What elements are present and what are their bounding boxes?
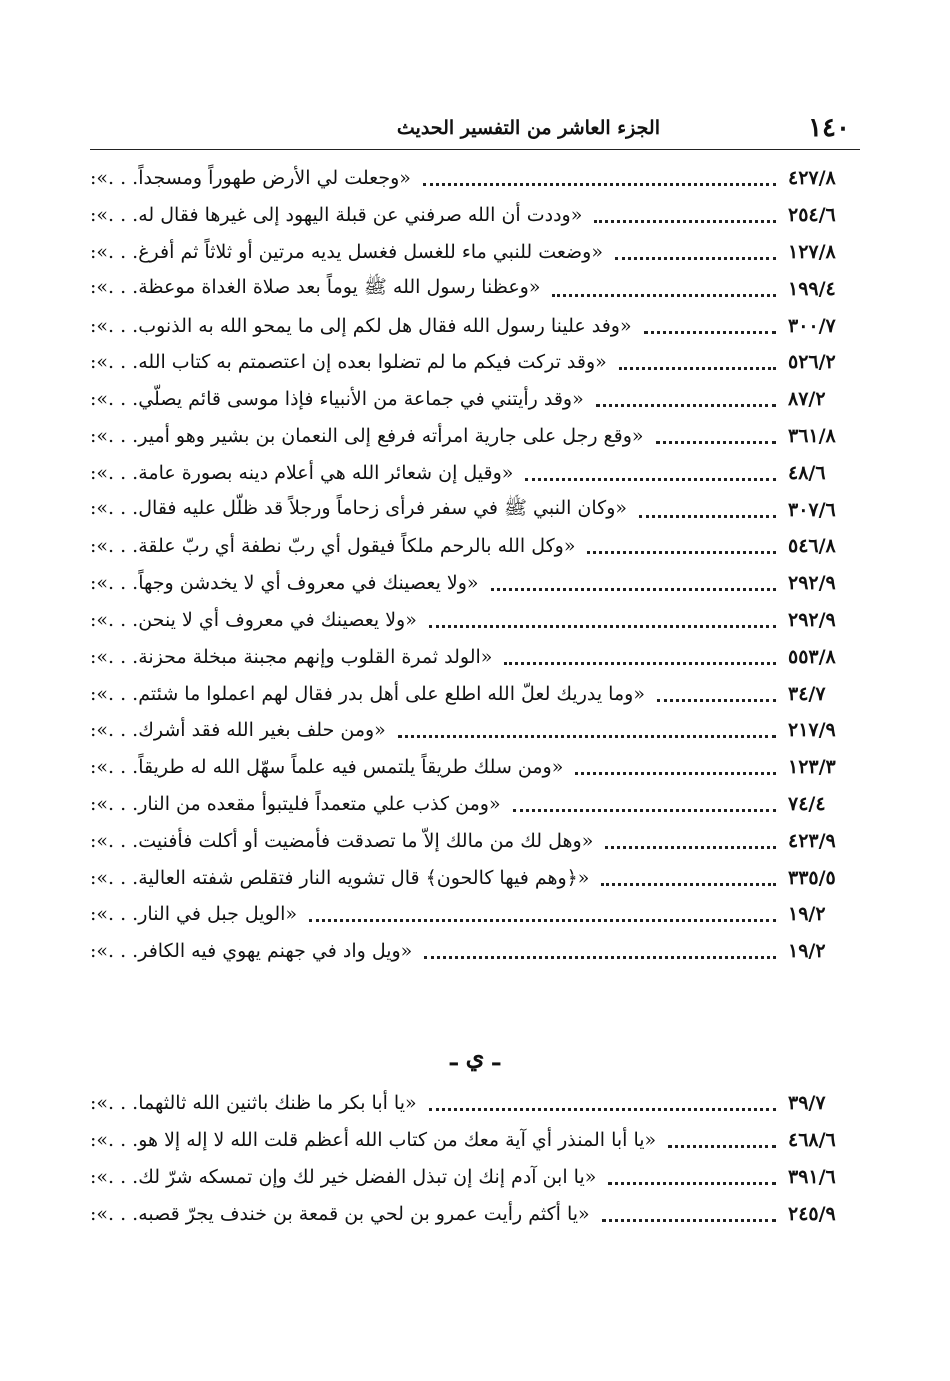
page-number: ١٤٠	[808, 113, 850, 143]
leader-dots	[608, 1181, 776, 1185]
index-entry	[90, 712, 860, 749]
entry-reference: ٧٤/٤	[788, 792, 826, 815]
entry-text: «وكل الله بالرحم ملكاً فيقول أي ربّ نطفة أي ربّ علقة. . .»:	[90, 535, 576, 558]
leader-dots	[644, 330, 776, 334]
index-entry	[90, 1122, 860, 1159]
index-list	[90, 160, 860, 970]
entry-text: «وضعت للنبي ماء للغسل فغسل يديه مرتين أو ثلاثاً ثم أفرغ. . .»:	[90, 240, 603, 263]
entry-reference: ٥٥٣/٨	[788, 645, 836, 668]
leader-dots	[656, 440, 776, 444]
leader-dots	[587, 550, 776, 554]
entry-reference: ١٢٧/٨	[788, 240, 836, 263]
index-entry	[90, 638, 860, 675]
running-title: الجزء العاشر من التفسير الحديث	[396, 117, 660, 139]
entry-reference: ٤٦٨/٦	[788, 1129, 836, 1152]
entry-reference: ٤٢٣/٩	[788, 829, 836, 852]
index-entry	[90, 1195, 860, 1232]
index-entry	[90, 565, 860, 602]
entry-reference: ١٩/٢	[788, 940, 826, 963]
entry-text: «وكان النبي ﷺ في سفر فرأى زحاماً ورجلاً قد ظلّل عليه فقال. . .»:	[90, 496, 628, 519]
index-entry	[90, 749, 860, 786]
leader-dots	[398, 734, 776, 738]
entry-text: «وقع رجل على جارية امرأته فرفع إلى النعمان بن بشير وهو أمير. . .»:	[90, 424, 644, 447]
section-heading-ya: ـ ي ـ	[450, 1042, 500, 1071]
leader-dots	[596, 403, 776, 407]
entry-text: «ومن سلك طريقاً يلتمس فيه علماً سهّل الله له طريقاً. . .»:	[90, 756, 564, 779]
index-entry	[90, 454, 860, 491]
entry-text: «الولد ثمرة القلوب وإنهم مجبنة مبخلة محزنة. . .»:	[90, 645, 493, 668]
leader-dots	[605, 845, 776, 849]
entry-text: «ومن كذب علي متعمداً فليتبوأ مقعده من النار. . .»:	[90, 792, 501, 815]
entry-text: «ويل واد في جهنم يهوي فيه الكافر. . .»:	[90, 940, 413, 963]
index-entry	[90, 859, 860, 896]
entry-text: «وقد رأيتني في جماعة من الأنبياء فإذا موسى قائم يصلّي. . .»:	[90, 388, 584, 411]
index-entry	[90, 344, 860, 381]
entry-reference: ٣٠٧/٦	[788, 498, 836, 521]
entry-reference: ٨٧/٢	[788, 388, 826, 411]
entry-reference: ٥٢٦/٢	[788, 351, 836, 374]
entry-text: «وقد تركت فيكم ما لم تضلوا بعده إن اعتصمتم به كتاب الله. . .»:	[90, 351, 607, 374]
entry-reference: ٥٤٦/٨	[788, 535, 836, 558]
entry-text: «ومن حلف بغير الله فقد أشرك. . .»:	[90, 719, 386, 742]
leader-dots	[552, 293, 776, 297]
entry-text: «وجعلت لي الأرض طهوراً ومسجداً. . .»:	[90, 167, 411, 190]
index-entry	[90, 1159, 860, 1196]
index-entry	[90, 786, 860, 823]
leader-dots	[491, 587, 776, 591]
entry-reference: ٢٩٢/٩	[788, 608, 836, 631]
entry-text: «يا أبا بكر ما ظنك باثنين الله ثالثهما. . .»:	[90, 1092, 417, 1115]
index-entry	[90, 491, 860, 528]
leader-dots	[615, 256, 776, 260]
index-entry	[90, 418, 860, 455]
index-entry	[90, 1085, 860, 1122]
entry-text: «وما يدريك لعلّ الله اطلع على أهل بدر فقال لهم اعملوا ما شئتم. . .»:	[90, 682, 645, 705]
entry-reference: ٣٩/٧	[788, 1092, 826, 1115]
index-entry	[90, 234, 860, 271]
leader-dots	[602, 1218, 776, 1222]
entry-reference: ٢٩٢/٩	[788, 572, 836, 595]
entry-reference: ٣٩١/٦	[788, 1165, 836, 1188]
entry-reference: ٣٤/٧	[788, 682, 826, 705]
entry-text: «وعظنا رسول الله ﷺ يوماً بعد صلاة الغداة موعظة. . .»:	[90, 275, 541, 298]
entry-text: «يا أبا المنذر أي آية معك من كتاب الله أعظم قلت الله لا إله إلا هو. . .»:	[90, 1129, 657, 1152]
leader-dots	[668, 1144, 776, 1148]
leader-dots	[657, 698, 776, 702]
entry-reference: ٢١٧/٩	[788, 719, 836, 742]
index-entry	[90, 197, 860, 234]
entry-text: «يا أكثم رأيت عمرو بن لحي بن قمعة بن خندف يجرّ قصبه. . .»:	[90, 1202, 590, 1225]
entry-text: «ولا يعصينك في معروف أي لا ينحن. . .»:	[90, 608, 417, 631]
entry-reference: ٤٨/٦	[788, 461, 826, 484]
entry-text: «ولا يعصينك في معروف أي لا يخدشن وجهاً. . .»:	[90, 572, 479, 595]
index-entry	[90, 160, 860, 197]
entry-reference: ١٩٩/٤	[788, 277, 836, 300]
leader-dots	[639, 514, 776, 518]
index-entry	[90, 602, 860, 639]
entry-text: «وفد علينا رسول الله فقال هل لكم إلى ما يمحو الله به الذنوب. . .»:	[90, 314, 632, 337]
index-entry	[90, 381, 860, 418]
leader-dots	[423, 182, 776, 186]
index-entry	[90, 270, 860, 307]
leader-dots	[619, 366, 776, 370]
leader-dots	[429, 624, 776, 628]
index-entry	[90, 307, 860, 344]
entry-reference: ٣٣٥/٥	[788, 866, 836, 889]
leader-dots	[525, 477, 776, 481]
index-entry	[90, 675, 860, 712]
leader-dots	[594, 219, 776, 223]
entry-text: «وهل لك من مالك إلاّ ما تصدقت فأمضيت أو أكلت فأفنيت. . .»:	[90, 829, 594, 852]
entry-reference: ٤٢٧/٨	[788, 167, 836, 190]
leader-dots	[309, 918, 776, 922]
entry-text: «وددت أن الله صرفني عن قبلة اليهود إلى غيرها فقال له. . .»:	[90, 204, 583, 227]
index-entry	[90, 528, 860, 565]
entry-reference: ١٢٣/٣	[788, 756, 836, 779]
entry-reference: ٣٠٠/٧	[788, 314, 836, 337]
entry-reference: ١٩/٢	[788, 903, 826, 926]
entry-text: «الويل جبل في النار. . .»:	[90, 903, 298, 926]
leader-dots	[429, 1107, 776, 1111]
entry-reference: ٣٦١/٨	[788, 424, 836, 447]
entry-reference: ٢٤٥/٩	[788, 1202, 836, 1225]
leader-dots	[601, 882, 776, 886]
entry-reference: ٢٥٤/٦	[788, 204, 836, 227]
leader-dots	[513, 808, 776, 812]
leader-dots	[504, 661, 776, 665]
page-header	[90, 113, 860, 150]
index-list-ya	[90, 1085, 860, 1232]
leader-dots	[424, 955, 776, 959]
entry-text: «﴿وهم فيها كالحون﴾ قال تشويه النار فتقلص شفته العالية. . .»:	[90, 866, 590, 889]
entry-text: «وقيل إن شعائر الله هي أعلام دينه بصورة عامة. . .»:	[90, 461, 514, 484]
entry-text: «يا ابن آدم إنك إن تبذل الفضل خير لك وإن تمسكه شرّ لك. . .»:	[90, 1165, 597, 1188]
index-entry	[90, 933, 860, 970]
leader-dots	[575, 771, 776, 775]
index-entry	[90, 896, 860, 933]
index-entry	[90, 822, 860, 859]
